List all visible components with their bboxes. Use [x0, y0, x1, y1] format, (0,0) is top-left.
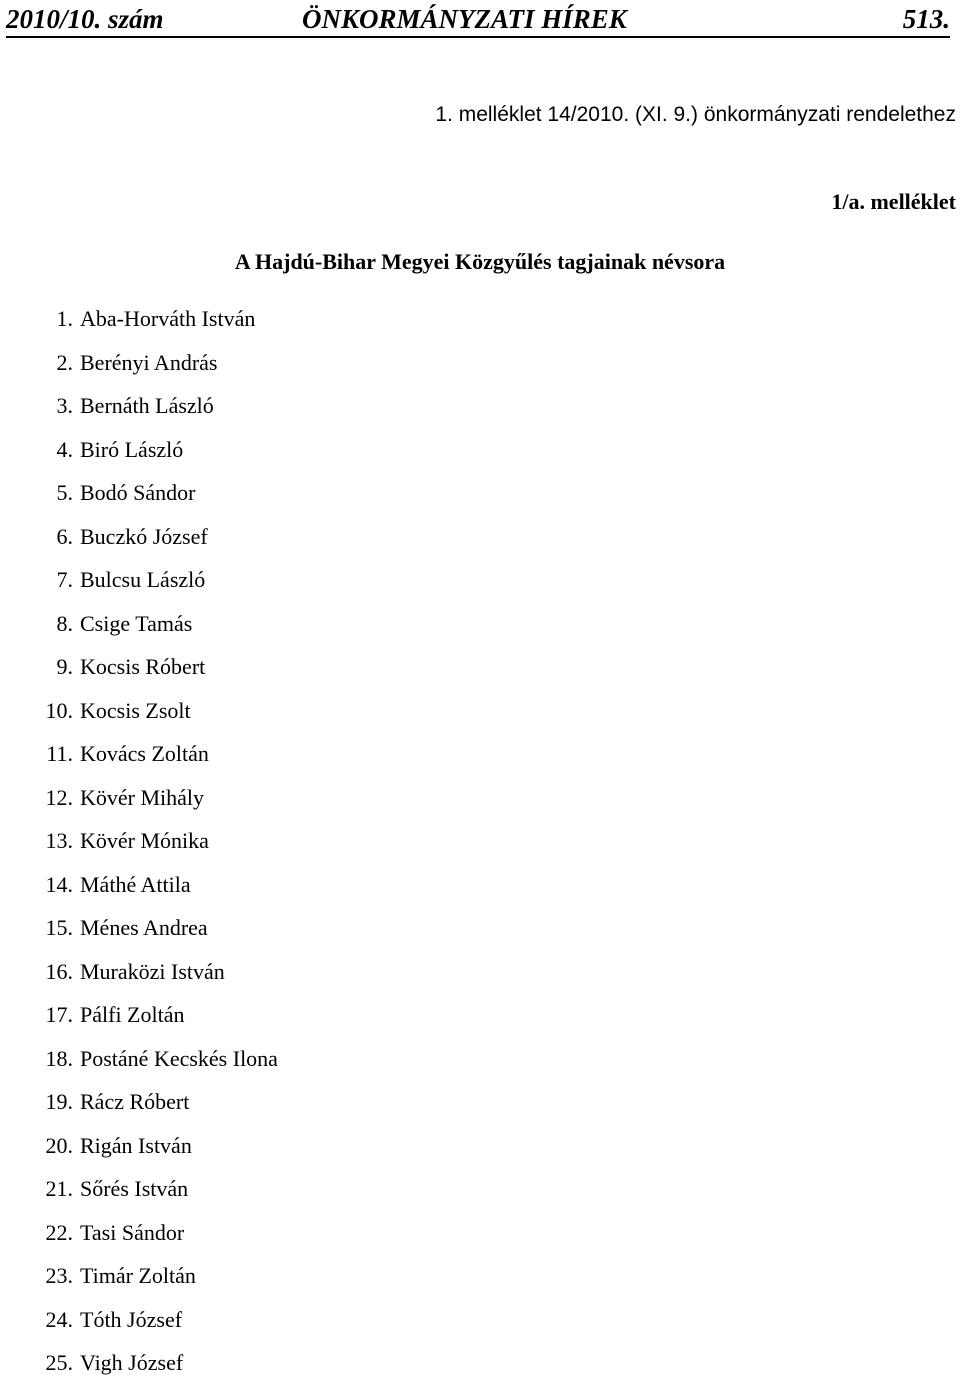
member-number: 9.: [56, 654, 73, 679]
member-name: Postáné Kecskés Ilona: [80, 1045, 278, 1071]
member-number: 20.: [45, 1132, 73, 1158]
page-header: [6, 2, 950, 38]
member-name: Pálfi Zoltán: [80, 1002, 185, 1027]
member-number: 19.: [45, 1089, 73, 1114]
member-name: Rigán István: [80, 1132, 192, 1158]
page-number: 513.: [902, 4, 950, 34]
member-number: 3.: [56, 393, 73, 418]
member-name: Biró László: [80, 436, 184, 462]
member-name: Rácz Róbert: [80, 1089, 190, 1114]
member-name: Tóth József: [80, 1306, 183, 1332]
issue-number: 2010/10. szám: [6, 4, 164, 34]
member-name: Sőrés István: [80, 1176, 189, 1201]
annex-reference: 1. melléklet 14/2010. (XI. 9.) önkormányzati rendelethez: [435, 103, 956, 126]
member-number: 24.: [45, 1306, 73, 1332]
member-number: 14.: [45, 871, 73, 897]
member-name: Kovács Zoltán: [80, 741, 209, 766]
member-name: Bulcsu László: [80, 567, 206, 592]
member-name: Csige Tamás: [80, 610, 193, 636]
member-number: 15.: [45, 915, 73, 940]
member-number: 16.: [45, 958, 73, 984]
member-number: 12.: [45, 784, 73, 810]
member-name: Muraközi István: [80, 958, 225, 984]
member-number: 23.: [45, 1263, 73, 1288]
member-name: Kocsis Róbert: [80, 654, 206, 679]
member-name: Bernáth László: [80, 393, 214, 418]
member-name: Ménes Andrea: [80, 915, 208, 940]
member-name: Berényi András: [80, 349, 218, 375]
member-name: Kocsis Zsolt: [80, 697, 191, 723]
publication-title: ÖNKORMÁNYZATI HÍREK: [302, 4, 627, 34]
member-number: 2.: [56, 349, 73, 375]
member-name: Buczkó József: [80, 523, 208, 549]
document-title: A Hajdú-Bihar Megyei Közgyűlés tagjainak névsora: [234, 249, 726, 274]
member-name: Kövér Mihály: [80, 784, 205, 810]
member-name: Tasi Sándor: [80, 1219, 185, 1245]
member-number: 17.: [45, 1002, 73, 1027]
member-number: 5.: [56, 480, 73, 505]
member-number: 25.: [45, 1350, 73, 1375]
member-number: 22.: [45, 1219, 73, 1245]
member-name: Vigh József: [80, 1350, 184, 1375]
member-number: 21.: [45, 1176, 73, 1201]
member-number: 13.: [45, 828, 73, 853]
member-name: Bodó Sándor: [80, 480, 196, 505]
member-number: 18.: [45, 1045, 73, 1071]
member-number: 6.: [56, 523, 73, 549]
member-name: Timár Zoltán: [80, 1263, 196, 1288]
member-number: 7.: [56, 567, 73, 592]
member-name: Kövér Mónika: [80, 828, 209, 853]
member-name: Máthé Attila: [80, 871, 191, 897]
member-number: 4.: [56, 436, 73, 462]
member-number: 8.: [56, 610, 73, 636]
member-number: 11.: [46, 741, 73, 766]
member-number: 1.: [56, 306, 73, 331]
member-name: Aba-Horváth István: [80, 306, 256, 331]
annex-label: 1/a. melléklet: [831, 189, 956, 214]
member-number: 10.: [45, 697, 73, 723]
